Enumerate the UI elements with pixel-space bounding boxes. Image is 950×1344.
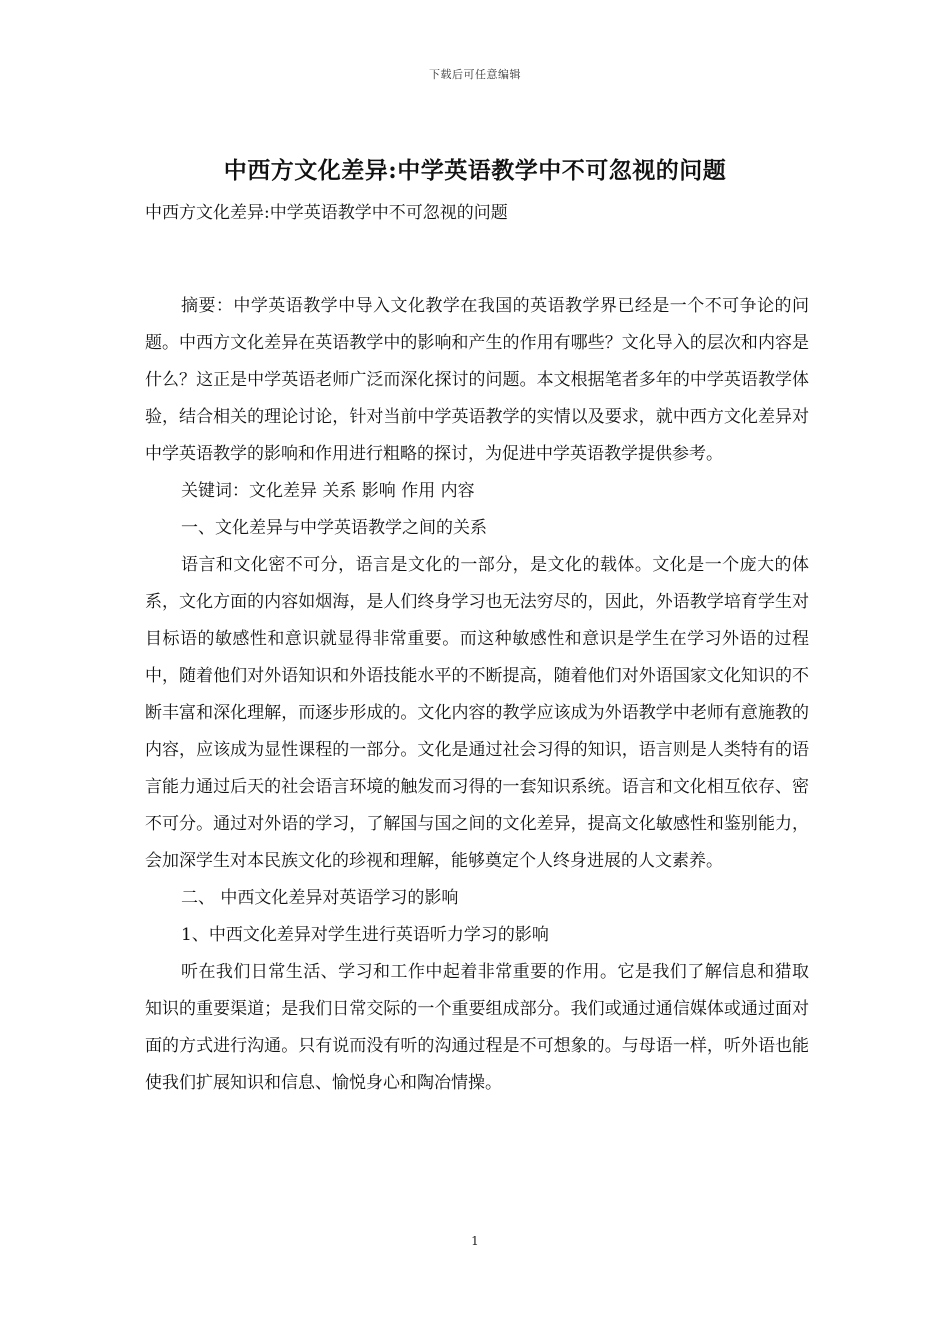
- subsection-1-heading: 1、中西文化差异对学生进行英语听力学习的影响: [181, 925, 549, 945]
- abstract-paragraph: 摘要：中学英语教学中导入文化教学在我国的英语教学界已经是一个不可争论的问题。中西方文化差异在英语教学中的影响和产生的作用有哪些？文化导入的层次和内容是什么？这正是中学英语老师广泛而深化探讨的问题。本文根据笔者多年的中学英语教学体验，结合相关的理论讨论，针对当前中学英语教学的实情以及要求，就中西方文化差异对中学英语教学的影响和作用进行粗略的探讨，为促进中学英语教学提供参考。: [145, 296, 809, 464]
- keywords-line: 关键词：文化差异 关系 影响 作用 内容: [181, 481, 475, 501]
- document-subtitle: 中西方文化差异:中学英语教学中不可忽视的问题: [145, 203, 508, 223]
- section-1-paragraph: 语言和文化密不可分，语言是文化的一部分，是文化的载体。文化是一个庞大的体系，文化方面的内容如烟海，是人们终身学习也无法穷尽的，因此，外语教学培育学生对目标语的敏感性和意识就显得非常重要。而这种敏感性和意识是学生在学习外语的过程中，随着他们对外语知识和外语技能水平的不断提高，随着他们对外语国家文化知识的不断丰富和深化理解，而逐步形成的。文化内容的教学应该成为外语教学中老师有意施教的内容，应该成为显性课程的一部分。文化是通过社会习得的知识，语言则是人类特有的语言能力通过后天的社会语言环境的触发而习得的一套知识系统。语言和文化相互依存、密不可分。通过对外语的学习，了解国与国之间的文化差异，提高文化敏感性和鉴别能力，会加深学生对本民族文化的珍视和理解，能够奠定个人终身进展的人文素养。: [145, 555, 809, 871]
- document-title: 中西方文化差异:中学英语教学中不可忽视的问题: [223, 157, 727, 184]
- section-2-heading: 二、 中西文化差异对英语学习的影响: [181, 888, 459, 908]
- document-body: [145, 198, 809, 1102]
- page-number: 1: [471, 1234, 479, 1248]
- blank-line: [145, 228, 809, 288]
- subsection-1-paragraph: 听在我们日常生活、学习和工作中起着非常重要的作用。它是我们了解信息和猎取知识的重要渠道；是我们日常交际的一个重要组成部分。我们或通过通信媒体或通过面对面的方式进行沟通。只有说而没有听的沟通过程是不可想象的。与母语一样，听外语也能使我们扩展知识和信息、愉悦身心和陶冶情操。: [145, 962, 809, 1093]
- header-note: 下载后可任意编辑: [429, 68, 521, 81]
- section-1-heading: 一、文化差异与中学英语教学之间的关系: [181, 518, 487, 538]
